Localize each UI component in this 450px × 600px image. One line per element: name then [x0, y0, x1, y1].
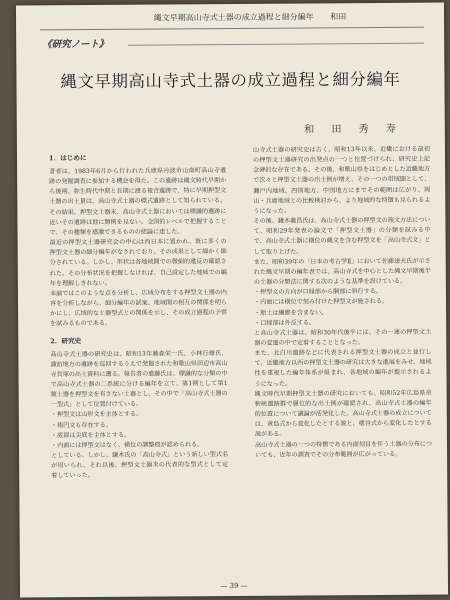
heading-introduction: 1．はじめに [48, 154, 87, 163]
list-item: ・胎土は繊維を含まない。 [254, 308, 328, 317]
paragraph: 本論ではこのような点を分析し、広域分布をする押型文土器の内容を分析しながら、細分編年の試案、地域間の相互の関係を明らかにし、広域的な土器型式との関係を示し、その成立過程の予察を試みるものである。 [49, 288, 228, 328]
running-title: 縄文早期高山寺式土器の成立過程と細分編年 [153, 12, 314, 23]
list-item: ・押型文の方向が口縁部から胴部に斜行する。 [253, 288, 382, 297]
list-item: ・内面には押型文はなく、横位の調整痕が認められる。 [50, 441, 204, 450]
paragraph: 最近の押型文土器研究会の中心は西日本に置かれ、既に多くの押型文土器の細分編年がなされており、その成果として細かく細分されている。しかし、形状は各地域間での微細的違反の確認された。その分布状況を把握しなければ、自己設定した地域での編年を理解しきれない。 [49, 238, 227, 287]
list-item: ・口縁部は外反する。 [254, 319, 316, 327]
paragraph: その後、鎌木義昌氏は、高山寺式土器の押型文の施文方法について、昭和29年発表の論文で「押型文土器」の分類を試みる中で、高山寺式土器に横位の縄文を含む押型文を「高山寺式文」として取り上げた。 [253, 216, 431, 256]
heading-research-history: 2．研究史 [50, 336, 82, 345]
list-item: ・押型文は山形文を主体とする。 [50, 411, 143, 419]
paragraph: 縄文時代早期押型文土器の研究においても、昭和52年広島県帝釈峡遺跡群で層位的な出土例が確認され、高山寺式土器の編年的位置について議論が活発化した。高山寺式土器の成立については、黄島式から変化したとする説と、穂谷式から変化したとする説がある。 [254, 389, 432, 439]
paragraph: と高山寺式土器は、昭和30年代後半には、その一連の押型文土器の変遷の中で定着することとなった。 [254, 328, 432, 347]
paragraph: 著者は、1983年6月から行われた兵庫県丹波市山南町高山寺遺跡の発掘調査に参加する機会を得た。この遺跡は縄文時代早期から後期、弥生時代中期と長期に渡る複合遺跡で、特に早期押型文土器の出土量は、高山寺式土器の標式遺跡として知られている。 [49, 167, 227, 206]
journal-page [16, 3, 448, 598]
section-tag: 《研究ノート》 [42, 38, 109, 51]
paragraph: 高山寺式土器の研究史は、昭和13年藤森栄一氏、小林行雄氏、諏訪地方の遺跡を巡回するうえで発掘された和歌山県田辺市高山寺貝塚の出土資料に遡る。報告者の進藤氏は、標識的な分類の中で高山寺式土器の二系統に分ける編年を立て、第1期として第1類土器を押型文を有さない土器とし、その中で「高山寺式土器の一型式」として位置付けている。 [50, 349, 228, 409]
paragraph: また、北白川遺跡などに代表される押型文土器の成立と並行して、近畿地方以西の押型文土器の研究は大きな進展をみせ、地域性を重視した編年体系が組まれ、各地域の編年が提示されるようになった。 [254, 348, 432, 388]
paragraph: また、昭和39年の「日本の考古学Ⅱ」において佐藤達夫氏が示された縄文早期の編年表では、高山寺式を中心とした縄文早期後半の土器の分類法に関する次のような基準を設けている。 [253, 257, 431, 286]
article-title: 縄文早期高山寺式土器の成立過程と細分編年 [60, 69, 401, 92]
running-author: 和田 [330, 12, 347, 22]
running-header [86, 11, 414, 24]
paragraph: 高山寺式土器の一つの特徴である内面刻目を伴う土器の分布についても、近年の調査でその分布範囲が広がっている。 [254, 440, 433, 459]
paragraph: その結果、押型文土器末、高山寺式土器においては標識的遺跡に近いその遺跡は他に類例を見ない。全国的レベルで把握することで、その種類を感激できるものの結論に達した。 [49, 207, 227, 237]
paragraph: 山寺式土器の研究史は古く、昭和13年以来、近畿における最初の押型文土器研究の出発点の一つと位置づけられ、研究史上記念碑的な存在である。その後、和歌山県をはじめとした近畿地方で次々と押型文土器の出土例が増え、その一つの帯域圏として、瀬戸内地域、四国地方、中国地方にまでその範囲は広がり、岡山・兵庫地域との比較検討から、より地域的な特徴も見られるようになった。 [252, 145, 431, 215]
article-author: 和 田 秀 寿 [304, 123, 403, 136]
header-divider [40, 27, 424, 31]
list-item: ・楕円文も存在する。 [50, 421, 112, 429]
right-column [253, 145, 432, 461]
page-number: — 39 — [220, 581, 248, 591]
left-column [49, 146, 228, 482]
criteria-list [51, 409, 228, 451]
section-tag-divider [128, 43, 424, 46]
list-item: ・底部は尖底を主体とする。 [50, 431, 131, 440]
criteria-list [254, 287, 431, 329]
paragraph: としている。しかし、鎌木氏の「高山寺式」という新しい型式名が用いられ、それ以後、押型文土器末の代表的な型式として定着していった。 [51, 451, 229, 480]
list-item: ・内面には横位で刻み付けた押型文が施される。 [253, 298, 389, 307]
